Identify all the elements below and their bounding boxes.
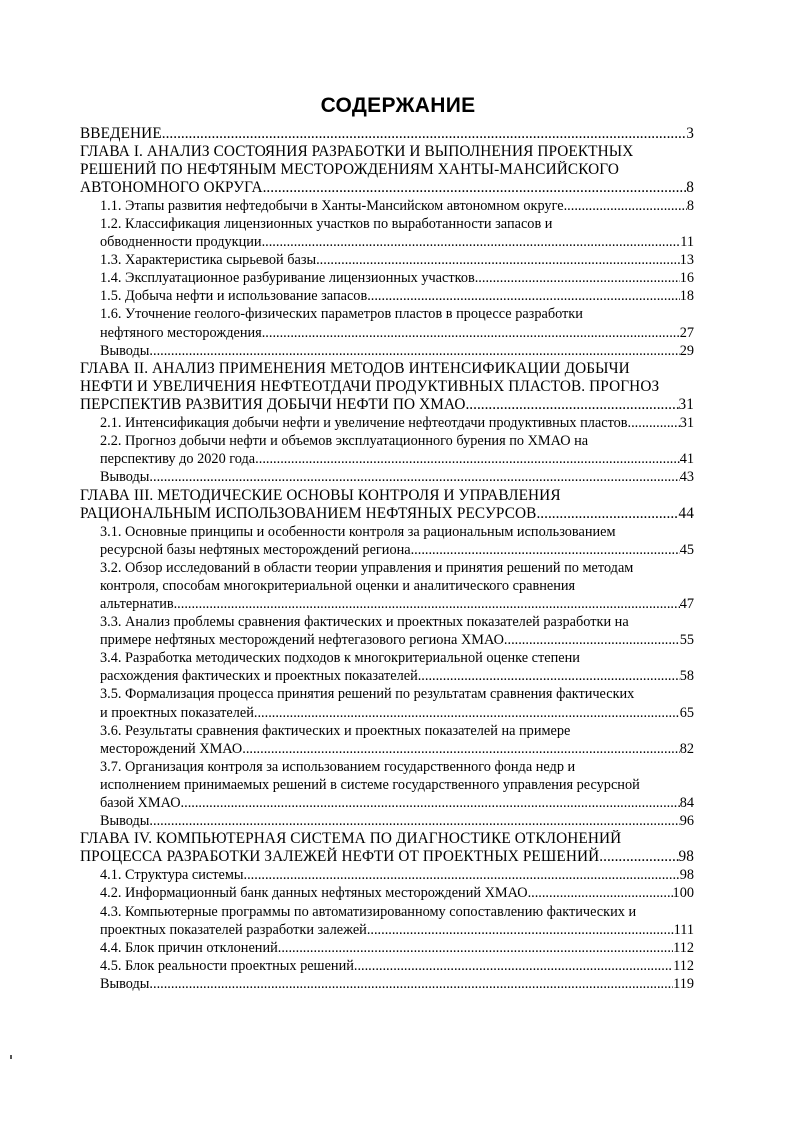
toc-entry-text: 1.6. Уточнение геолого-физических параметров пластов в процессе разработки	[100, 306, 583, 323]
toc-entry-line	[100, 251, 694, 269]
toc-entry-text: РАЦИОНАЛЬНЫМ ИСПОЛЬЗОВАНИЕМ НЕФТЯНЫХ РЕСУРСОВ	[80, 504, 537, 522]
dot-leader	[564, 197, 687, 215]
toc-entry-text: проектных показателей разработки залежей	[100, 921, 367, 938]
toc-entry-line	[100, 342, 694, 360]
toc-entry-text: АВТОНОМНОГО ОКРУГА	[80, 179, 263, 197]
toc-entry-line	[100, 794, 694, 812]
toc-section-entry	[80, 903, 694, 939]
toc-entry-text: месторождений ХМАО	[100, 740, 243, 757]
toc-entry-text: ПРОЦЕССА РАЗРАБОТКИ ЗАЛЕЖЕЙ НЕФТИ ОТ ПРОЕКТНЫХ РЕШЕНИЙ	[80, 848, 600, 866]
toc-page-number: 11	[680, 234, 694, 251]
toc-entry-text: ГЛАВА IV. КОМПЬЮТЕРНАЯ СИСТЕМА ПО ДИАГНОСТИКЕ ОТКЛОНЕНИЙ	[80, 830, 622, 848]
toc-entry-line	[80, 179, 694, 197]
toc-entry-text: расхождения фактических и проектных показателей	[100, 668, 418, 685]
toc-section-entry	[80, 613, 694, 649]
toc-page-number: 31	[679, 415, 694, 432]
toc-page-number: 55	[679, 632, 694, 649]
dot-leader	[262, 324, 680, 342]
toc-entry-text: Выводы	[100, 975, 150, 992]
toc-page-number: 96	[679, 812, 694, 829]
toc-page-number: 18	[679, 288, 694, 305]
toc-entry-text: ресурсной базы нефтяных месторождений региона	[100, 542, 411, 559]
toc-entry-line	[100, 269, 694, 287]
toc-section-entry	[80, 197, 694, 215]
toc-page-number: 8	[686, 179, 694, 197]
toc-section-entry	[80, 305, 694, 341]
toc-section-entry	[80, 269, 694, 287]
toc-page-number: 47	[679, 596, 694, 613]
toc-chapter-entry	[80, 487, 694, 523]
page-title: СОДЕРЖАНИЕ	[320, 94, 476, 117]
table-of-contents	[80, 124, 694, 993]
toc-page-number: 41	[679, 451, 694, 468]
toc-entry-text: 4.5. Блок реальности проектных решений	[100, 957, 354, 974]
toc-entry-line	[100, 233, 694, 251]
toc-entry-line	[100, 884, 694, 902]
dot-leader	[255, 450, 680, 468]
toc-page-number: 111	[673, 921, 694, 938]
dot-leader	[242, 740, 679, 758]
dot-leader	[354, 957, 673, 975]
dot-leader	[475, 269, 680, 287]
toc-entry-text: Выводы	[100, 342, 150, 359]
toc-entry-line	[100, 541, 694, 559]
dot-leader	[367, 921, 674, 939]
toc-entry-text: 3.6. Результаты сравнения фактических и проектных показателей на примере	[100, 722, 571, 739]
dot-leader	[367, 287, 680, 305]
dot-leader	[149, 342, 679, 360]
toc-entry-text: ГЛАВА II. АНАЛИЗ ПРИМЕНЕНИЯ МЕТОДОВ ИНТЕНСИФИКАЦИИ ДОБЫЧИ	[80, 360, 630, 378]
dot-leader	[536, 505, 678, 523]
dot-leader	[244, 866, 680, 884]
toc-entry-line	[80, 125, 694, 143]
toc-section-entry	[80, 685, 694, 721]
toc-entry-text: 4.4. Блок причин отклонений	[100, 939, 278, 956]
toc-section-entry	[80, 866, 694, 884]
toc-entry-text: 3.1. Основные принципы и особенности контроля за рациональным использованием	[100, 524, 616, 541]
toc-entry-text: примере нефтяных месторождений нефтегазового региона ХМАО	[100, 632, 504, 649]
toc-section-entry	[80, 559, 694, 613]
toc-section-entry	[80, 758, 694, 812]
toc-entry-text: Выводы	[100, 469, 150, 486]
toc-entry-line	[80, 848, 694, 866]
toc-chapter-entry	[80, 360, 694, 414]
toc-entry-text: 3.5. Формализация процесса принятия решений по результатам сравнения фактических	[100, 686, 635, 703]
toc-section-entry	[80, 523, 694, 559]
toc-page-number: 58	[679, 668, 694, 685]
toc-entry-line	[100, 450, 694, 468]
toc-section-entry	[80, 414, 694, 432]
toc-entry-text: перспективу до 2020 года	[100, 451, 256, 468]
toc-page-number: 119	[673, 975, 694, 992]
toc-chapter-entry	[80, 125, 694, 143]
toc-entry-text: 3.3. Анализ проблемы сравнения фактических и проектных показателей разработки на	[100, 614, 629, 631]
toc-section-entry	[80, 812, 694, 830]
toc-entry-line	[100, 939, 694, 957]
toc-entry-text: 4.1. Структура системы	[100, 867, 244, 884]
toc-page-number: 84	[679, 794, 694, 811]
toc-entry-line	[100, 866, 694, 884]
toc-entry-line	[100, 812, 694, 830]
toc-entry-line	[100, 595, 694, 613]
toc-page-number: 44	[678, 504, 694, 522]
toc-entry-text: 2.1. Интенсификация добычи нефти и увеличение нефтеотдачи продуктивных пластов	[100, 415, 628, 432]
toc-section-entry	[80, 215, 694, 251]
toc-entry-text: РЕШЕНИЙ ПО НЕФТЯНЫМ МЕСТОРОЖДЕНИЯМ ХАНТЫ-МАНСИЙСКОГО	[80, 161, 619, 179]
toc-entry-line	[100, 740, 694, 758]
toc-entry-line	[100, 975, 694, 993]
toc-section-entry	[80, 957, 694, 975]
toc-entry-line	[100, 957, 694, 975]
toc-entry-line	[100, 704, 694, 722]
toc-entry-text: 3.2. Обзор исследований в области теории управления и принятия решений по методам	[100, 560, 634, 577]
toc-entry-text: 1.5. Добыча нефти и использование запасов	[100, 288, 368, 305]
toc-section-entry	[80, 884, 694, 902]
toc-page-number: 112	[673, 957, 694, 974]
toc-section-entry	[80, 939, 694, 957]
toc-page-number: 29	[679, 342, 694, 359]
dot-leader	[263, 179, 687, 197]
toc-section-entry	[80, 342, 694, 360]
dot-leader	[149, 468, 679, 486]
toc-page-number: 16	[679, 270, 694, 287]
toc-entry-text: Выводы	[100, 812, 150, 829]
dot-leader	[278, 939, 673, 957]
dot-leader	[174, 595, 680, 613]
toc-entry-text: исполнением принимаемых решений в системе государственного управления ресурсной	[100, 776, 640, 793]
toc-entry-line	[80, 396, 694, 414]
dot-leader	[162, 125, 686, 143]
toc-entry-line	[100, 631, 694, 649]
toc-entry-line	[100, 414, 694, 432]
toc-page-number: 8	[686, 198, 694, 215]
toc-entry-line	[100, 287, 694, 305]
dot-leader	[628, 414, 680, 432]
toc-entry-text: ГЛАВА III. МЕТОДИЧЕСКИЕ ОСНОВЫ КОНТРОЛЯ И УПРАВЛЕНИЯ	[80, 486, 561, 504]
toc-page-number: 82	[679, 740, 694, 757]
toc-section-entry	[80, 468, 694, 486]
toc-entry-line	[80, 505, 694, 523]
dot-leader	[262, 233, 681, 251]
toc-page-number: 3	[686, 124, 694, 142]
toc-entry-text: и проектных показателей	[100, 704, 254, 721]
toc-entry-text: 1.3. Характеристика сырьевой базы	[100, 252, 317, 269]
toc-entry-text: 3.4. Разработка методических подходов к многокритериальной оценке степени	[100, 650, 580, 667]
toc-section-entry	[80, 649, 694, 685]
toc-entry-text: 4.3. Компьютерные программы по автоматизированному сопоставлению фактических и	[100, 903, 637, 920]
dot-leader	[465, 396, 678, 414]
toc-chapter-entry	[80, 143, 694, 197]
toc-page-number: 13	[679, 252, 694, 269]
toc-entry-text: обводненности продукции	[100, 234, 262, 251]
toc-section-entry	[80, 432, 694, 468]
toc-entry-text: НЕФТИ И УВЕЛИЧЕНИЯ НЕФТЕОТДАЧИ ПРОДУКТИВНЫХ ПЛАСТОВ. ПРОГНОЗ	[80, 378, 660, 396]
toc-page-number: 43	[679, 469, 694, 486]
toc-page-number: 31	[678, 396, 694, 414]
dot-leader	[149, 812, 679, 830]
toc-entry-text: 1.1. Этапы развития нефтедобычи в Ханты-Мансийском автономном округе	[100, 198, 564, 215]
toc-page-number: 65	[679, 704, 694, 721]
toc-entry-line	[100, 921, 694, 939]
toc-section-entry	[80, 975, 694, 993]
toc-entry-text: контроля, способам многокритериальной оценки и аналитического сравнения	[100, 578, 576, 595]
dot-leader	[599, 848, 678, 866]
toc-entry-text: ГЛАВА I. АНАЛИЗ СОСТОЯНИЯ РАЗРАБОТКИ И ВЫПОЛНЕНИЯ ПРОЕКТНЫХ	[80, 143, 634, 161]
dot-leader	[528, 884, 673, 902]
toc-entry-text: нефтяного месторождения	[100, 324, 262, 341]
toc-entry-text: ПЕРСПЕКТИВ РАЗВИТИЯ ДОБЫЧИ НЕФТИ ПО ХМАО	[80, 396, 466, 414]
toc-entry-line	[100, 324, 694, 342]
dot-leader	[418, 667, 680, 685]
toc-entry-text: 1.2. Классификация лицензионных участков по выработанности запасов и	[100, 216, 553, 233]
scan-mark	[10, 1055, 12, 1059]
toc-entry-text: 3.7. Организация контроля за использованием государственного фонда недр и	[100, 758, 576, 775]
toc-page-number: 45	[679, 542, 694, 559]
toc-entry-text: 4.2. Информационный банк данных нефтяных месторождений ХМАО	[100, 885, 528, 902]
toc-section-entry	[80, 287, 694, 305]
dot-leader	[504, 631, 680, 649]
toc-entry-line	[100, 667, 694, 685]
toc-page-number: 98	[678, 848, 694, 866]
dot-leader	[411, 541, 680, 559]
toc-entry-text: 1.4. Эксплуатационное разбуривание лицензионных участков	[100, 270, 475, 287]
toc-entry-text: альтернатив	[100, 596, 174, 613]
toc-entry-line	[100, 468, 694, 486]
toc-page-number: 112	[673, 939, 694, 956]
toc-chapter-entry	[80, 830, 694, 866]
toc-section-entry	[80, 251, 694, 269]
dot-leader	[254, 704, 680, 722]
dot-leader	[316, 251, 680, 269]
dot-leader	[149, 975, 673, 993]
toc-entry-text: базой ХМАО	[100, 794, 181, 811]
toc-page-number: 100	[672, 885, 694, 902]
toc-page-number: 98	[679, 867, 694, 884]
toc-page-number: 27	[679, 324, 694, 341]
toc-entry-text: 2.2. Прогноз добычи нефти и объемов эксплуатационного бурения по ХМАО на	[100, 433, 589, 450]
dot-leader	[181, 794, 680, 812]
toc-entry-text: ВВЕДЕНИЕ	[80, 124, 162, 142]
toc-entry-line	[100, 197, 694, 215]
toc-section-entry	[80, 722, 694, 758]
